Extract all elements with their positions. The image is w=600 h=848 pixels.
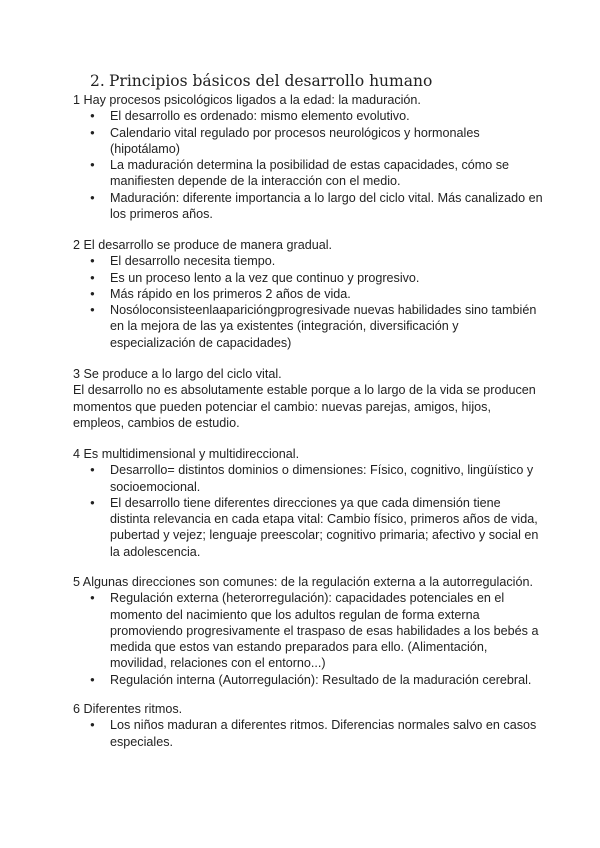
section-title: 2 El desarrollo se produce de manera gradual. — [73, 238, 333, 252]
list-item: ● Calendario vital regulado por procesos neurológicos y hormonales (hipotálamo) — [73, 125, 543, 158]
bullet-list — [73, 108, 543, 222]
section-title: 3 Se produce a lo largo del ciclo vital. — [73, 367, 282, 381]
list-item: ● Maduración: diferente importancia a lo largo del ciclo vital. Más canalizado en los primeros años. — [73, 190, 543, 223]
section-1 — [73, 92, 543, 222]
list-item: ● Más rápido en los primeros 2 años de vida. — [73, 286, 543, 302]
section-5 — [73, 574, 543, 688]
list-item: ● Los niños maduran a diferentes ritmos. Diferencias normales salvo en casos especiales. — [73, 717, 543, 750]
list-item: ● El desarrollo es ordenado: mismo elemento evolutivo. — [73, 108, 543, 124]
section-title: 1 Hay procesos psicológicos ligados a la edad: la maduración. — [73, 93, 421, 107]
bullet-list — [73, 717, 543, 750]
section-title: 5 Algunas direcciones son comunes: de la regulación externa a la autorregulación. — [73, 575, 533, 589]
section-title: 6 Diferentes ritmos. — [73, 702, 183, 716]
list-item: ● El desarrollo necesita tiempo. — [73, 253, 543, 269]
bullet-list — [73, 590, 543, 688]
page-title — [90, 72, 570, 90]
heading-number: 2. — [90, 72, 105, 90]
section-4 — [73, 446, 543, 560]
heading-text: Principios básicos del desarrollo humano — [109, 72, 433, 90]
section-3 — [73, 366, 543, 431]
bullet-list — [73, 253, 543, 351]
section-6 — [73, 701, 543, 750]
section-title: 4 Es multidimensional y multidireccional. — [73, 447, 300, 461]
bullet-list — [73, 462, 543, 560]
list-item: ● Nosóloconsisteenlaaparicióngprogresivade nuevas habilidades sino también en la mejora de las ya existentes (integración, diversificación y especialización de capacidades) — [73, 302, 543, 351]
list-item: ● La maduración determina la posibilidad de estas capacidades, cómo se manifiesten depende de la interacción con el medio. — [73, 157, 543, 190]
list-item: ● El desarrollo tiene diferentes direcciones ya que cada dimensión tiene distinta relevancia en cada etapa vital: Cambio físico, primeros años de vida, pubertad y vejez; lenguaje preescolar; cognitivo primaria; afectivo y social en la adolescencia. — [73, 495, 543, 560]
list-item: ● Regulación interna (Autorregulación): Resultado de la maduración cerebral. — [73, 672, 543, 688]
list-item: ● Desarrollo= distintos dominios o dimensiones: Físico, cognitivo, lingüístico y socioemocional. — [73, 462, 543, 495]
section-2 — [73, 237, 543, 351]
section-paragraph: El desarrollo no es absolutamente estable porque a lo largo de la vida se producen momentos que pueden potenciar el cambio: nuevas parejas, amigos, hijos, empleos, cambios de estudio. — [73, 383, 536, 430]
list-item: ● Regulación externa (heterorregulación): capacidades potenciales en el momento del nacimiento que los adultos regulan de forma externa promoviendo progresivamente el traspaso de esas habilidades a los bebés a medida que estos van estando preparados para ello. (Alimentación, movilidad, relaciones con el entorno...) — [73, 590, 543, 671]
list-item: ● Es un proceso lento a la vez que continuo y progresivo. — [73, 270, 543, 286]
